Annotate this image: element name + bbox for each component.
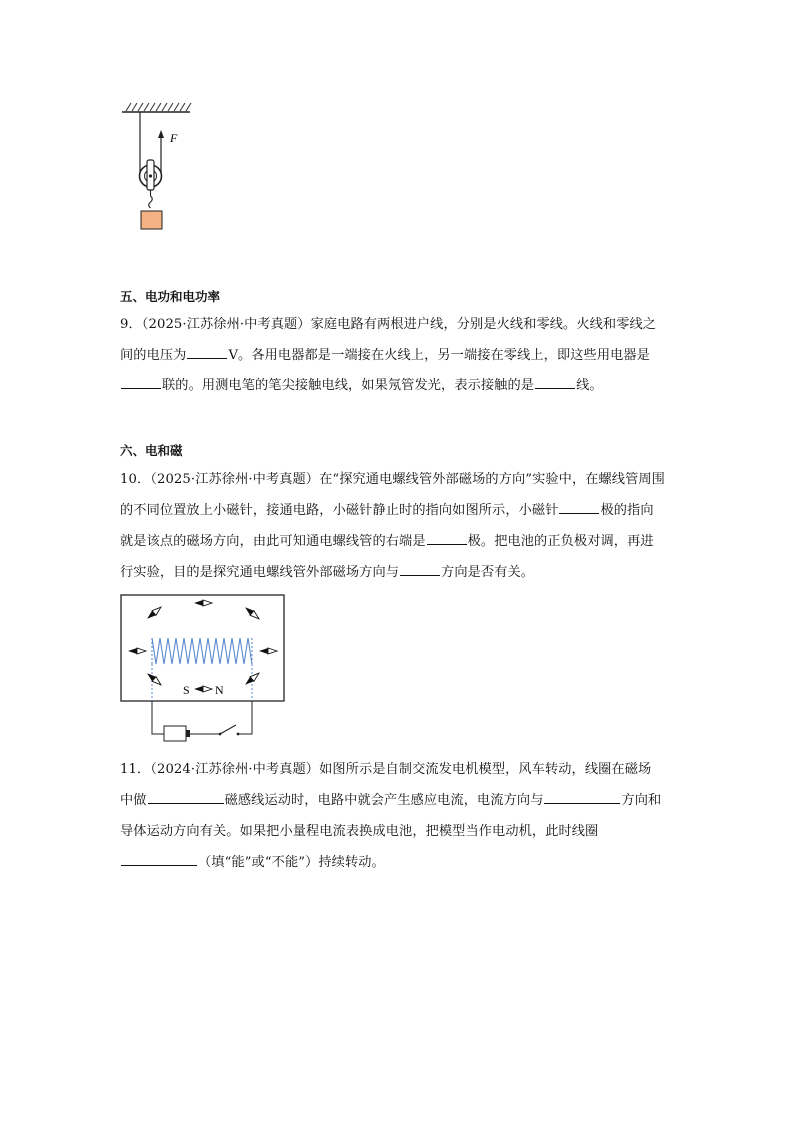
q11-text: （填“能”或“不能”）持续转动。 (198, 855, 385, 870)
battery-terminal (186, 730, 190, 737)
answer-blank-right-end-pole[interactable] (427, 530, 467, 545)
question-10-line-4 (120, 561, 534, 580)
circuit-wire (152, 701, 164, 734)
label-n-pole: N (215, 683, 224, 697)
q10-text: 的不同位置放上小磁针，接通电路，小磁针静止时的指向如图所示，小磁针 (120, 503, 559, 518)
q9-text: V。各用电器都是一端接在火线上，另一端接在零线上，即这些用电器是 (228, 348, 650, 363)
q9-text: 联的。用测电笔的笔尖接触电线，如果氖管发光，表示接触的是 (162, 378, 535, 393)
q11-text: 磁感线运动时，电路中就会产生感应电流，电流方向与 (224, 793, 544, 808)
pulley-figure (118, 100, 198, 235)
question-11-line-3: 导体运动方向有关。如果把小量程电流表换成电池，把模型当作电动机，此时线圈 (120, 824, 599, 839)
switch-lever (220, 725, 236, 734)
q10-text: 极的指向 (600, 503, 654, 518)
q9-text: 间的电压为 (120, 348, 187, 363)
answer-blank-needle-pole[interactable] (559, 499, 599, 514)
question-9-line-3 (120, 374, 603, 393)
question-11-line-4 (120, 851, 385, 870)
battery (164, 726, 186, 741)
q10-text: 方向是否有关。 (441, 565, 535, 580)
question-9-line-1: 9．（2025·江苏徐州·中考真题）家庭电路有两根进户线，分别是火线和零线。火线和零线之 (120, 317, 657, 332)
q11-text: 中做 (120, 793, 147, 808)
question-11-line-1: 11．（2024·江苏徐州·中考真题）如图所示是自制交流发电机模型，风车转动，线圈在磁场 (120, 762, 652, 777)
q11-text: 方向和 (621, 793, 662, 808)
label-s-pole: S (183, 683, 190, 697)
section-title-electricity-magnetism: 六、电和磁 (120, 443, 183, 458)
question-10-line-3 (120, 530, 654, 549)
answer-blank-voltage[interactable] (187, 344, 227, 359)
answer-blank-field-direction[interactable] (544, 789, 620, 804)
question-9-line-2 (120, 344, 650, 363)
pulley-axle (149, 174, 152, 177)
q10-text: 就是该点的磁场方向，由此可知通电螺线管的右端是 (120, 534, 426, 549)
q10-text: 极。把电池的正负极对调，再进 (467, 534, 654, 549)
answer-blank-can-rotate[interactable] (121, 851, 197, 866)
section-title-electric-power: 五、电功和电功率 (120, 289, 221, 304)
circuit-wire (238, 701, 252, 734)
question-10-line-2 (120, 499, 654, 518)
answer-blank-wire[interactable] (535, 374, 575, 389)
q9-text: 线。 (576, 378, 603, 393)
question-11-line-2 (120, 789, 661, 808)
answer-blank-current-direction[interactable] (400, 561, 440, 576)
answer-blank-cutting[interactable] (148, 789, 224, 804)
question-10-line-1: 10．（2025·江苏徐州·中考真题）在“探究通电螺线管外部磁场的方向”实验中，在螺线管周围 (120, 472, 665, 487)
force-arrowhead (158, 130, 164, 138)
weight-block (141, 211, 162, 229)
hook (149, 190, 153, 208)
answer-blank-connection[interactable] (121, 374, 161, 389)
q10-text: 行实验，目的是探究通电螺线管外部磁场方向与 (120, 565, 400, 580)
board-frame (121, 595, 284, 701)
solenoid-figure (118, 592, 290, 742)
ceiling-hatch (126, 103, 191, 111)
force-label: F (170, 131, 178, 145)
